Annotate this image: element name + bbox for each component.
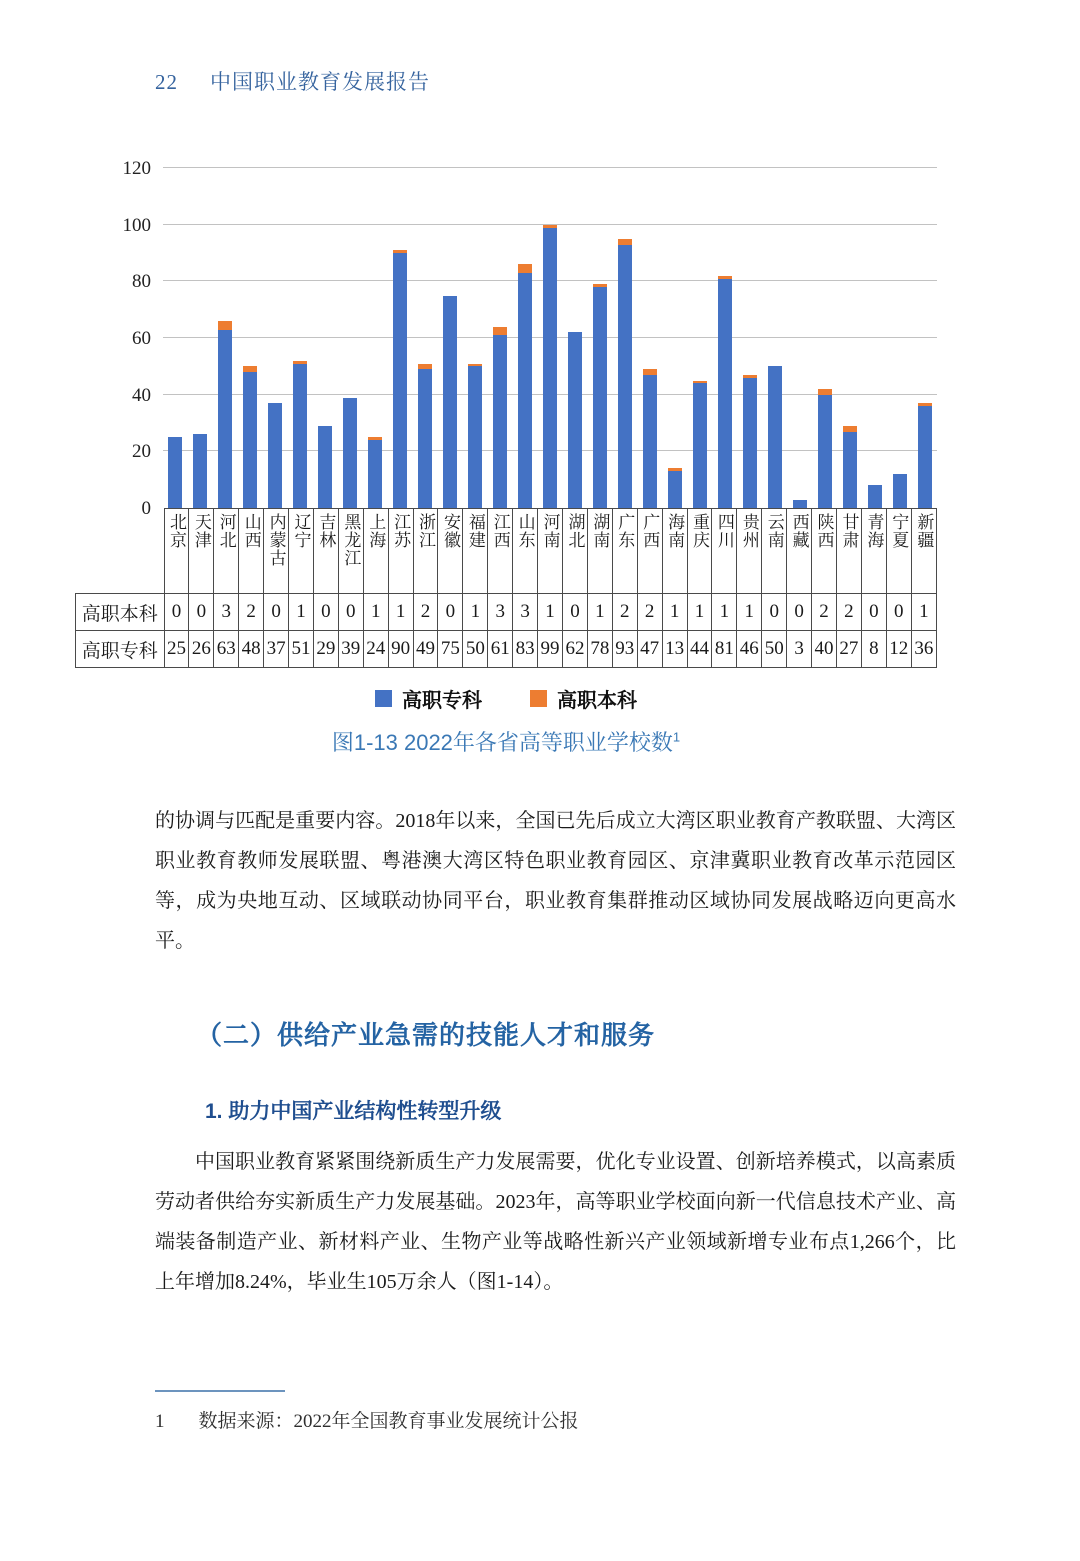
value-cell: 1 [737,594,762,631]
bar-segment [693,383,707,508]
stacked-bar [643,369,657,508]
value-cell: 1 [363,594,388,631]
bar-column [238,168,263,508]
value-cell: 0 [787,594,812,631]
province-header-cell [861,509,886,594]
bar-column [363,168,388,508]
value-cell: 63 [214,631,239,668]
province-label: 宁夏 [889,513,909,549]
y-axis-tick-label: 120 [122,158,151,179]
stacked-bar [343,398,357,509]
value-cell: 25 [164,631,189,668]
bar-column [563,168,588,508]
bar-segment [568,332,582,508]
page-header [155,66,430,96]
value-cell: 0 [861,594,886,631]
bar-segment [493,335,507,508]
y-axis-tick-label: 60 [132,328,151,349]
value-cell: 1 [687,594,712,631]
value-cell: 2 [836,594,861,631]
stacked-bar [268,403,282,508]
row-label-cell: 高职本科 [76,594,165,631]
province-header-cell [413,509,438,594]
province-header-cell [911,509,936,594]
bar-segment [193,434,207,508]
bar-column [263,168,288,508]
province-header-cell [214,509,239,594]
stacked-bar [243,366,257,508]
value-cell: 1 [463,594,488,631]
province-header-cell [637,509,662,594]
province-header-cell [737,509,762,594]
province-label: 江西 [490,513,510,549]
province-header-cell [239,509,264,594]
value-cell: 83 [513,631,538,668]
province-label: 浙江 [416,513,436,549]
value-cell: 3 [513,594,538,631]
province-header-cell [313,509,338,594]
province-label: 青海 [864,513,884,549]
value-cell: 3 [214,594,239,631]
bar-segment [493,327,507,336]
province-header-cell [563,509,588,594]
value-cell: 2 [239,594,264,631]
value-cell: 0 [563,594,588,631]
stacked-bar [743,375,757,508]
value-cell: 47 [637,631,662,668]
value-cell: 2 [637,594,662,631]
bar-column [488,168,513,508]
value-cell: 0 [886,594,911,631]
bar-column [637,168,662,508]
bar-segment [518,273,532,508]
value-cell: 46 [737,631,762,668]
document-title: 中国职业教育发展报告 [210,70,430,94]
value-cell: 0 [164,594,189,631]
footnote-marker: 1 [155,1411,165,1432]
bar-column [812,168,837,508]
stacked-bar-chart [75,150,937,519]
value-cell: 49 [413,631,438,668]
province-label: 新疆 [914,513,934,549]
bar-column [413,168,438,508]
value-cell: 1 [587,594,612,631]
value-cell: 2 [812,594,837,631]
stacked-bar [493,327,507,508]
value-cell: 50 [463,631,488,668]
bar-segment [718,279,732,509]
province-header-cell [488,509,513,594]
bar-segment [218,321,232,330]
province-label: 湖南 [590,513,610,549]
stacked-bar [443,296,457,509]
chart-plot-area [163,168,937,508]
stacked-bar [418,364,432,508]
bar-column [862,168,887,508]
value-cell: 0 [438,594,463,631]
province-label: 重庆 [690,513,709,549]
bar-segment [368,440,382,508]
figure-1-13 [75,150,937,757]
stacked-bar [668,468,682,508]
subsection-heading: 1. 助力中国产业结构性转型升级 [205,1100,502,1123]
bar-column [438,168,463,508]
value-cell: 99 [538,631,563,668]
province-label: 天津 [191,513,211,549]
value-cell: 40 [812,631,837,668]
chart-data-table [75,508,937,668]
bar-segment [743,378,757,508]
value-cell: 12 [886,631,911,668]
bar-segment [618,245,632,509]
bar-column [538,168,563,508]
province-header-cell [463,509,488,594]
stacked-bar [468,364,482,508]
province-header-cell [538,509,563,594]
province-header-cell [513,509,538,594]
bar-column [762,168,787,508]
bar-column [712,168,737,508]
province-label: 辽宁 [291,513,311,549]
value-cell: 27 [836,631,861,668]
body-paragraph-2: 中国职业教育紧紧围绕新质生产力发展需要，优化专业设置、创新培养模式，以高素质劳动者供给夯实新质生产力发展基础。2023年，高等职业学校面向新一代信息技术产业、高端装备制造产业、新材料产业、生物产业等战略性新兴产业领域新增专业布点1,266个，比上年增加8.24%，毕业生105万余人（图1-14）。 [155,1151,956,1293]
legend-swatch-icon [530,690,547,707]
bar-column [388,168,413,508]
footnote-divider [155,1390,285,1392]
province-label: 上海 [366,513,386,549]
province-label: 吉林 [316,513,336,549]
value-cell: 61 [488,631,513,668]
bar-columns [163,168,937,508]
value-cell: 0 [189,594,214,631]
body-paragraph-1: 的协调与匹配是重要内容。2018年以来，全国已先后成立大湾区职业教育产教联盟、大湾区职业教育教师发展联盟、粤港澳大湾区特色职业教育园区、京津冀职业教育改革示范园区等，成为央地互动、区域联动协同平台，职业教育集群推动区域协同发展战略迈向更高水平。 [155,810,956,952]
province-label: 湖北 [565,513,585,549]
value-cell: 1 [712,594,737,631]
province-label: 山东 [515,513,535,549]
value-cell: 29 [313,631,338,668]
stacked-bar [568,332,582,508]
value-cell: 78 [587,631,612,668]
legend-item [530,684,637,713]
province-label: 江苏 [391,513,411,549]
table-corner-cell [76,509,165,594]
bar-column [737,168,762,508]
bar-segment [518,264,532,273]
y-axis [75,158,151,519]
row-label-cell: 高职专科 [76,631,165,668]
bar-segment [593,287,607,508]
bar-column [787,168,812,508]
section-heading: （二）供给产业急需的技能人才和服务 [196,1019,656,1050]
page-number: 22 [155,70,178,94]
legend-item [375,684,482,713]
value-cell: 1 [289,594,314,631]
y-axis-tick-label: 100 [122,214,151,236]
province-label: 河南 [540,513,560,549]
province-header-cell [338,509,363,594]
province-header-cell [438,509,463,594]
province-label: 海南 [665,513,685,549]
bar-column [213,168,238,508]
value-cell: 26 [189,631,214,668]
bar-column [587,168,612,508]
y-axis-tick-label: 80 [132,271,151,293]
value-cell: 0 [338,594,363,631]
province-label: 内蒙古 [266,513,286,567]
stacked-bar [368,437,382,508]
value-cell: 93 [612,631,637,668]
bar-segment [643,375,657,508]
bar-column [288,168,313,508]
stacked-bar [193,434,207,508]
bar-segment [543,228,557,509]
value-cell: 1 [662,594,687,631]
bar-segment [868,485,882,508]
bar-column [662,168,687,508]
value-cell: 62 [563,631,588,668]
legend-label: 高职专科 [402,690,482,712]
province-label: 安徽 [440,513,460,549]
province-header-cell [787,509,812,594]
bar-column [513,168,538,508]
figure-caption-text: 图1-13 2022年各省高等职业学校数 [331,730,673,755]
value-cell: 1 [911,594,936,631]
bar-segment [768,366,782,508]
province-label: 福建 [465,513,485,549]
stacked-bar [818,389,832,508]
stacked-bar [693,381,707,508]
value-cell: 0 [762,594,787,631]
bar-column [463,168,488,508]
province-header-cell [812,509,837,594]
value-cell: 24 [363,631,388,668]
bar-column [313,168,338,508]
value-cell: 3 [488,594,513,631]
bar-segment [393,253,407,508]
y-axis-tick-label: 40 [132,384,151,406]
province-label: 四川 [714,513,734,549]
table-row [76,594,937,631]
province-header-cell [264,509,289,594]
province-header-cell [289,509,314,594]
bar-column [837,168,862,508]
province-header-cell [363,509,388,594]
table-row [76,631,937,668]
bar-segment [343,398,357,509]
bar-segment [818,395,832,508]
stacked-bar [843,426,857,508]
province-label: 贵州 [739,513,759,549]
footnote [155,1406,579,1433]
value-cell: 0 [264,594,289,631]
stacked-bar [768,366,782,508]
province-header-cell [762,509,787,594]
stacked-bar [618,239,632,508]
value-cell: 48 [239,631,264,668]
province-label: 广西 [640,513,660,549]
value-cell: 8 [861,631,886,668]
bar-segment [843,432,857,509]
stacked-bar [293,361,307,508]
legend-label: 高职本科 [557,690,637,712]
value-cell: 3 [787,631,812,668]
province-label: 陕西 [814,513,834,549]
bar-segment [443,296,457,509]
bar-column [338,168,363,508]
value-cell: 51 [289,631,314,668]
bar-segment [293,364,307,509]
value-cell: 37 [264,631,289,668]
stacked-bar [868,485,882,508]
footnote-text: 数据来源：2022年全国教育事业发展统计公报 [198,1411,579,1432]
province-header-cell [189,509,214,594]
value-cell: 1 [538,594,563,631]
province-label: 山西 [241,513,261,549]
bar-segment [418,369,432,508]
bar-segment [168,437,182,508]
stacked-bar [218,321,232,508]
bar-column [188,168,213,508]
stacked-bar [168,437,182,508]
province-header-cell [164,509,189,594]
chart-legend [75,684,937,713]
bar-segment [243,372,257,508]
value-cell: 2 [612,594,637,631]
value-cell: 75 [438,631,463,668]
value-cell: 13 [662,631,687,668]
stacked-bar [543,225,557,508]
province-label: 黑龙江 [341,513,361,567]
bar-segment [268,403,282,508]
stacked-bar [793,500,807,509]
value-cell: 36 [911,631,936,668]
bar-segment [318,426,332,508]
stacked-bar [393,250,407,508]
bar-column [163,168,188,508]
province-header-cell [836,509,861,594]
province-header-cell [886,509,911,594]
stacked-bar [518,264,532,508]
province-label: 北京 [166,513,186,549]
value-cell: 90 [388,631,413,668]
bar-column [687,168,712,508]
bar-segment [668,471,682,508]
bar-column [912,168,937,508]
value-cell: 81 [712,631,737,668]
legend-swatch-icon [375,690,392,707]
bar-column [612,168,637,508]
province-header-cell [612,509,637,594]
bar-column [887,168,912,508]
stacked-bar [318,426,332,508]
province-header-cell [662,509,687,594]
value-cell: 50 [762,631,787,668]
province-label: 云南 [764,513,784,549]
stacked-bar [718,276,732,508]
y-axis-tick-label: 0 [141,498,151,519]
province-header-cell [587,509,612,594]
province-label: 广东 [615,513,635,549]
province-header-cell [388,509,413,594]
stacked-bar [593,284,607,508]
value-cell: 0 [313,594,338,631]
stacked-bar [918,403,932,508]
stacked-bar [893,474,907,508]
bar-segment [218,330,232,509]
province-label: 西藏 [789,513,809,549]
figure-caption [75,726,937,757]
value-cell: 1 [388,594,413,631]
bar-segment [468,366,482,508]
bar-segment [918,406,932,508]
province-label: 河北 [216,513,236,549]
province-header-cell [687,509,712,594]
province-label: 甘肃 [839,513,859,549]
bar-segment [893,474,907,508]
value-cell: 39 [338,631,363,668]
value-cell: 44 [687,631,712,668]
value-cell: 2 [413,594,438,631]
footnote-reference: 1 [672,729,681,745]
province-header-cell [712,509,737,594]
y-axis-tick-label: 20 [132,441,151,463]
bar-segment [793,500,807,509]
